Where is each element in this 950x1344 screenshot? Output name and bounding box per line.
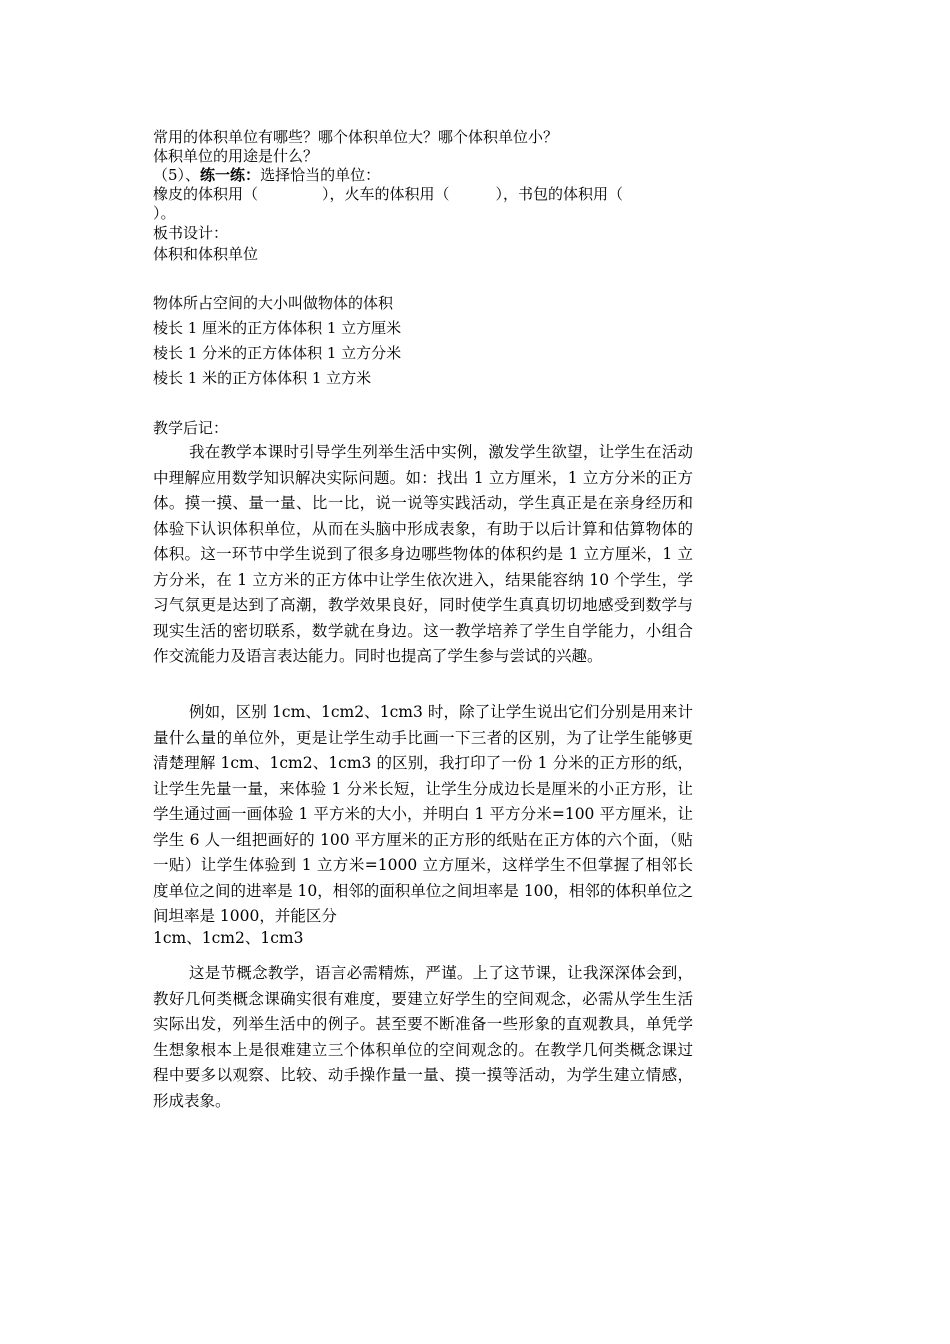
practice-part-schoolbag: ），书包的体积用（	[495, 185, 624, 203]
practice-part-eraser: 橡皮的体积用（	[153, 185, 259, 203]
board-heading: 板书设计：	[153, 224, 229, 242]
board-cubic-dm: 棱长 1 分米的正方体体积 1 立方分米	[153, 344, 402, 362]
practice-label: 练一练：	[200, 166, 261, 184]
board-definition: 物体所占空间的大小叫做物体的体积	[153, 294, 394, 312]
practice-part-train: ），火车的体积用（	[322, 185, 450, 203]
question-unit-purpose: 体积单位的用途是什么？	[153, 147, 319, 165]
reflection-paragraph-3: 这是节概念教学，语言必需精炼，严谨。上了这节课，让我深深体会到，教好几何类概念课确实很有难度，要建立好学生的空间观念，必需从学生生活实际出发，列举生活中的例子。甚至要不断准备一些形象的直观教具，单凭学生想象根本上是很难建立三个体积单位的空间观念的。在教学几何类概念课过程中要多以观察、比较、动手操作量一量、摸一摸等活动，为学生建立情感，形成表象。	[153, 964, 693, 1110]
reflection-paragraph-2: 例如，区别 1cm、1cm2、1cm3 时，除了让学生说出它们分别是用来计量什么量的单位外，更是让学生动手比画一下三者的区别，为了让学生能够更清楚理解 1cm、1cm2、1cm3 的区别，我打印了一份 1 分米的正方形的纸，让学生先量一量，来体验 1 分米长短，让学生分成边长是厘米的小正方形，让学生通过画一画体验 1 平方米的大小，并明白 1 平方分米=100 平方厘米，让学生 6 人一组把画好的 100 平方厘米的正方形的纸贴在正方体的六个面，（贴一贴）让学生体验到 1 立方米=1000 立方厘米，这样学生不但掌握了相邻长度单位之间的进率是 10，相邻的面积单位之间坦率是 100，相邻的体积单位之间坦率是 1000，并能区分	[153, 703, 693, 925]
practice-end: ）。	[153, 204, 176, 222]
practice-blanks-line	[153, 184, 623, 204]
practice-instruction: 选择恰当的单位：	[260, 166, 381, 184]
reflection-heading: 教学后记：	[153, 419, 229, 437]
board-title: 体积和体积单位	[153, 245, 259, 263]
board-cubic-cm: 棱长 1 厘米的正方体体积 1 立方厘米	[153, 319, 402, 337]
reflection-paragraph-2-end: 1cm、1cm2、1cm3	[153, 929, 304, 947]
question-volume-units: 常用的体积单位有哪些？哪个体积单位大？哪个体积单位小？	[153, 128, 559, 146]
board-cubic-m: 棱长 1 米的正方体体积 1 立方米	[153, 369, 372, 387]
practice-prefix: （5）、	[153, 166, 201, 184]
reflection-paragraph-1: 我在教学本课时引导学生列举生活中实例，激发学生欲望，让学生在活动中理解应用数学知识解决实际问题。如：找出 1 立方厘米，1 立方分米的正方体。摸一摸、量一量、比一比，说一说等实践活动，学生真正是在亲身经历和体验下认识体积单位，从而在头脑中形成表象，有助于以后计算和估算物体的体积。这一环节中学生说到了很多身边哪些物体的体积约是 1 立方厘米，1 立方分米，在 1 立方米的正方体中让学生依次进入，结果能容纳 10 个学生，学习气氛更是达到了高潮，教学效果良好，同时使学生真真切切地感受到数学与现实生活的密切联系，数学就在身边。这一教学培养了学生自学能力，小组合作交流能力及语言表达能力。同时也提高了学生参与尝试的兴趣。	[153, 443, 693, 665]
practice-heading	[153, 165, 380, 185]
